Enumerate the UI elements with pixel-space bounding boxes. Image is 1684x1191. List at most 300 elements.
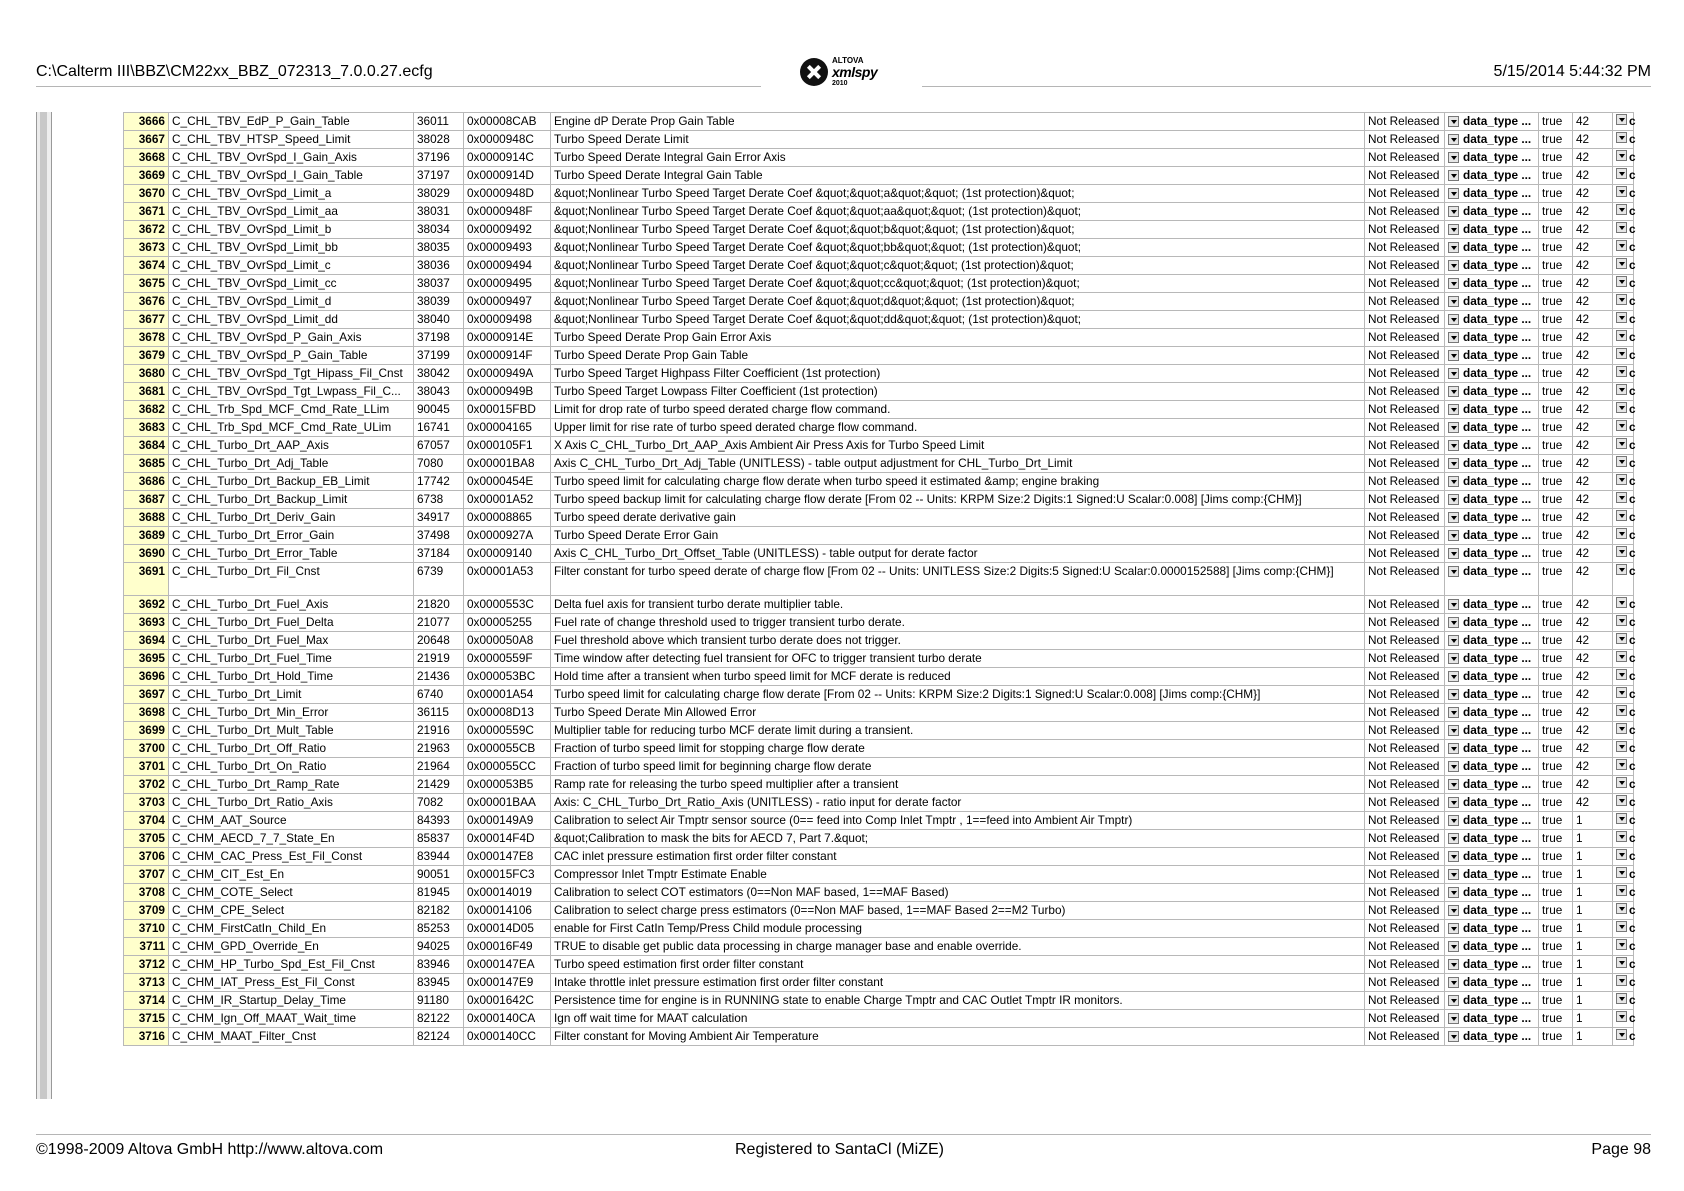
dropdown-arrow-icon[interactable] bbox=[1448, 476, 1459, 487]
param-name: C_CHL_Turbo_Drt_On_Ratio bbox=[169, 758, 414, 776]
row-index: 3692 bbox=[124, 596, 169, 614]
param-name: C_CHL_TBV_OvrSpd_Limit_a bbox=[169, 185, 414, 203]
param-id: 38043 bbox=[414, 383, 464, 401]
param-name: C_CHL_Turbo_Drt_Ratio_Axis bbox=[169, 794, 414, 812]
dropdown-arrow-icon[interactable] bbox=[1616, 528, 1627, 539]
row-end-cell[interactable] bbox=[1613, 527, 1634, 545]
dropdown-arrow-icon[interactable] bbox=[1448, 743, 1459, 754]
data-type-label: data_type ... bbox=[1463, 276, 1532, 290]
data-type-label: data_type ... bbox=[1463, 402, 1532, 416]
data-type bbox=[1445, 383, 1539, 401]
param-description: Limit for drop rate of turbo speed derated charge flow command. bbox=[551, 401, 1365, 419]
dropdown-arrow-icon[interactable] bbox=[1448, 779, 1459, 790]
data-type-label: data_type ... bbox=[1463, 867, 1532, 881]
data-type bbox=[1445, 596, 1539, 614]
dropdown-arrow-icon[interactable] bbox=[1448, 260, 1459, 271]
row-end-cell[interactable] bbox=[1613, 293, 1634, 311]
dropdown-arrow-icon[interactable] bbox=[1616, 546, 1627, 557]
dropdown-arrow-icon[interactable] bbox=[1616, 1011, 1627, 1022]
flag-value: true bbox=[1539, 794, 1573, 812]
dropdown-arrow-icon[interactable] bbox=[1448, 548, 1459, 559]
dropdown-arrow-icon[interactable] bbox=[1616, 204, 1627, 215]
dropdown-arrow-icon[interactable] bbox=[1616, 294, 1627, 305]
dropdown-arrow-icon[interactable] bbox=[1616, 258, 1627, 269]
dropdown-arrow-icon[interactable] bbox=[1616, 831, 1627, 842]
param-name: C_CHM_IAT_Press_Est_Fil_Const bbox=[169, 974, 414, 992]
dropdown-arrow-icon[interactable] bbox=[1616, 597, 1627, 608]
flag-value: true bbox=[1539, 920, 1573, 938]
dropdown-arrow-icon[interactable] bbox=[1616, 867, 1627, 878]
data-type-label: data_type ... bbox=[1463, 723, 1532, 737]
release-status: Not Released bbox=[1365, 203, 1445, 221]
data-type-label: data_type ... bbox=[1463, 777, 1532, 791]
numeric-value: 42 bbox=[1573, 401, 1613, 419]
param-address: 0x00009140 bbox=[464, 545, 551, 563]
data-type-label: data_type ... bbox=[1463, 456, 1532, 470]
row-end-cell[interactable] bbox=[1613, 113, 1634, 131]
row-end-cell[interactable] bbox=[1613, 185, 1634, 203]
param-name: C_CHL_TBV_OvrSpd_Limit_dd bbox=[169, 311, 414, 329]
dropdown-arrow-icon[interactable] bbox=[1448, 566, 1459, 577]
row-end-cell[interactable] bbox=[1613, 509, 1634, 527]
table-row bbox=[124, 419, 1634, 437]
dropdown-arrow-icon[interactable] bbox=[1616, 705, 1627, 716]
row-end-cell[interactable] bbox=[1613, 1010, 1634, 1028]
dropdown-arrow-icon[interactable] bbox=[1448, 941, 1459, 952]
flag-value: true bbox=[1539, 113, 1573, 131]
row-end-mark: c bbox=[1629, 651, 1636, 665]
dropdown-arrow-icon[interactable] bbox=[1448, 440, 1459, 451]
data-type-label: data_type ... bbox=[1463, 510, 1532, 524]
dropdown-arrow-icon[interactable] bbox=[1616, 312, 1627, 323]
data-type-label: data_type ... bbox=[1463, 1011, 1532, 1025]
dropdown-arrow-icon[interactable] bbox=[1616, 993, 1627, 1004]
dropdown-arrow-icon[interactable] bbox=[1448, 332, 1459, 343]
dropdown-arrow-icon[interactable] bbox=[1448, 386, 1459, 397]
param-id: 21963 bbox=[414, 740, 464, 758]
dropdown-arrow-icon[interactable] bbox=[1616, 222, 1627, 233]
release-status: Not Released bbox=[1365, 740, 1445, 758]
dropdown-arrow-icon[interactable] bbox=[1616, 348, 1627, 359]
data-type-label: data_type ... bbox=[1463, 438, 1532, 452]
row-end-cell[interactable] bbox=[1613, 704, 1634, 722]
param-name: C_CHM_IR_Startup_Delay_Time bbox=[169, 992, 414, 1010]
dropdown-arrow-icon[interactable] bbox=[1448, 599, 1459, 610]
param-description: enable for First CatIn Temp/Press Child module processing bbox=[551, 920, 1365, 938]
row-end-cell[interactable] bbox=[1613, 902, 1634, 920]
param-description: Turbo speed limit for calculating charge flow derate [From 02 -- Units: KRPM Size:2 Digits:1 Signed:U Scalar:0.008] [Jims comp:{CHM}] bbox=[551, 686, 1365, 704]
data-type bbox=[1445, 902, 1539, 920]
dropdown-arrow-icon[interactable] bbox=[1616, 510, 1627, 521]
row-end-cell[interactable] bbox=[1613, 149, 1634, 167]
dropdown-arrow-icon[interactable] bbox=[1616, 741, 1627, 752]
numeric-value: 42 bbox=[1573, 704, 1613, 722]
param-address: 0x0000949B bbox=[464, 383, 551, 401]
dropdown-arrow-icon[interactable] bbox=[1616, 402, 1627, 413]
param-name: C_CHM_CAC_Press_Est_Fil_Const bbox=[169, 848, 414, 866]
row-end-cell[interactable] bbox=[1613, 275, 1634, 293]
dropdown-arrow-icon[interactable] bbox=[1448, 368, 1459, 379]
param-id: 21436 bbox=[414, 668, 464, 686]
param-description: Fuel threshold above which transient turbo derate does not trigger. bbox=[551, 632, 1365, 650]
table-row bbox=[124, 383, 1634, 401]
release-status: Not Released bbox=[1365, 776, 1445, 794]
release-status: Not Released bbox=[1365, 830, 1445, 848]
row-index: 3715 bbox=[124, 1010, 169, 1028]
dropdown-arrow-icon[interactable] bbox=[1448, 617, 1459, 628]
table-row bbox=[124, 455, 1634, 473]
flag-value: true bbox=[1539, 830, 1573, 848]
param-address: 0x0000914F bbox=[464, 347, 551, 365]
dropdown-arrow-icon[interactable] bbox=[1448, 671, 1459, 682]
table-row bbox=[124, 992, 1634, 1010]
param-id: 94025 bbox=[414, 938, 464, 956]
dropdown-arrow-icon[interactable] bbox=[1616, 276, 1627, 287]
row-end-cell[interactable] bbox=[1613, 668, 1634, 686]
data-type bbox=[1445, 614, 1539, 632]
row-end-cell[interactable] bbox=[1613, 347, 1634, 365]
table-row bbox=[124, 794, 1634, 812]
dropdown-arrow-icon[interactable] bbox=[1616, 777, 1627, 788]
row-end-mark: c bbox=[1629, 687, 1636, 701]
dropdown-arrow-icon[interactable] bbox=[1616, 114, 1627, 125]
row-end-cell[interactable] bbox=[1613, 491, 1634, 509]
numeric-value: 42 bbox=[1573, 650, 1613, 668]
row-end-cell[interactable] bbox=[1613, 812, 1634, 830]
data-type bbox=[1445, 848, 1539, 866]
left-scrollbar[interactable] bbox=[36, 112, 52, 1099]
dropdown-arrow-icon[interactable] bbox=[1448, 242, 1459, 253]
dropdown-arrow-icon[interactable] bbox=[1448, 404, 1459, 415]
data-type-label: data_type ... bbox=[1463, 975, 1532, 989]
dropdown-arrow-icon[interactable] bbox=[1448, 725, 1459, 736]
table-row bbox=[124, 167, 1634, 185]
row-end-mark: c bbox=[1629, 294, 1636, 308]
dropdown-arrow-icon[interactable] bbox=[1616, 813, 1627, 824]
numeric-value: 1 bbox=[1573, 1010, 1613, 1028]
release-status: Not Released bbox=[1365, 794, 1445, 812]
dropdown-arrow-icon[interactable] bbox=[1448, 797, 1459, 808]
param-id: 7080 bbox=[414, 455, 464, 473]
logo-product: xmlspy bbox=[832, 64, 878, 80]
param-address: 0x00009498 bbox=[464, 311, 551, 329]
dropdown-arrow-icon[interactable] bbox=[1448, 815, 1459, 826]
dropdown-arrow-icon[interactable] bbox=[1448, 422, 1459, 433]
numeric-value: 42 bbox=[1573, 632, 1613, 650]
dropdown-arrow-icon[interactable] bbox=[1448, 458, 1459, 469]
dropdown-arrow-icon[interactable] bbox=[1616, 921, 1627, 932]
data-type bbox=[1445, 311, 1539, 329]
dropdown-arrow-icon[interactable] bbox=[1448, 1031, 1459, 1042]
numeric-value: 42 bbox=[1573, 776, 1613, 794]
row-index: 3701 bbox=[124, 758, 169, 776]
dropdown-arrow-icon[interactable] bbox=[1616, 564, 1627, 575]
dropdown-arrow-icon[interactable] bbox=[1448, 224, 1459, 235]
flag-value: true bbox=[1539, 938, 1573, 956]
param-name: C_CHL_Turbo_Drt_AAP_Axis bbox=[169, 437, 414, 455]
dropdown-arrow-icon[interactable] bbox=[1448, 170, 1459, 181]
row-index: 3666 bbox=[124, 113, 169, 131]
row-end-cell[interactable] bbox=[1613, 614, 1634, 632]
dropdown-arrow-icon[interactable] bbox=[1616, 615, 1627, 626]
dropdown-arrow-icon[interactable] bbox=[1616, 669, 1627, 680]
row-end-cell[interactable] bbox=[1613, 563, 1634, 596]
row-end-cell[interactable] bbox=[1613, 455, 1634, 473]
data-type-label: data_type ... bbox=[1463, 849, 1532, 863]
dropdown-arrow-icon[interactable] bbox=[1616, 975, 1627, 986]
numeric-value: 1 bbox=[1573, 848, 1613, 866]
flag-value: true bbox=[1539, 275, 1573, 293]
row-end-cell[interactable] bbox=[1613, 203, 1634, 221]
release-status: Not Released bbox=[1365, 275, 1445, 293]
flag-value: true bbox=[1539, 167, 1573, 185]
dropdown-arrow-icon[interactable] bbox=[1448, 707, 1459, 718]
data-type bbox=[1445, 884, 1539, 902]
row-end-mark: c bbox=[1629, 366, 1636, 380]
dropdown-arrow-icon[interactable] bbox=[1616, 903, 1627, 914]
param-id: 67057 bbox=[414, 437, 464, 455]
dropdown-arrow-icon[interactable] bbox=[1616, 687, 1627, 698]
row-end-cell[interactable] bbox=[1613, 131, 1634, 149]
row-end-cell[interactable] bbox=[1613, 329, 1634, 347]
param-name: C_CHL_Turbo_Drt_Fuel_Delta bbox=[169, 614, 414, 632]
dropdown-arrow-icon[interactable] bbox=[1616, 438, 1627, 449]
data-type-label: data_type ... bbox=[1463, 759, 1532, 773]
table-row bbox=[124, 830, 1634, 848]
dropdown-arrow-icon[interactable] bbox=[1448, 995, 1459, 1006]
dropdown-arrow-icon[interactable] bbox=[1448, 905, 1459, 916]
numeric-value: 42 bbox=[1573, 185, 1613, 203]
dropdown-arrow-icon[interactable] bbox=[1448, 116, 1459, 127]
row-end-cell[interactable] bbox=[1613, 992, 1634, 1010]
dropdown-arrow-icon[interactable] bbox=[1616, 633, 1627, 644]
dropdown-arrow-icon[interactable] bbox=[1448, 959, 1459, 970]
dropdown-arrow-icon[interactable] bbox=[1448, 887, 1459, 898]
data-type bbox=[1445, 563, 1539, 596]
param-name: C_CHL_Turbo_Drt_Error_Gain bbox=[169, 527, 414, 545]
data-type bbox=[1445, 866, 1539, 884]
row-end-cell[interactable] bbox=[1613, 632, 1634, 650]
data-type bbox=[1445, 149, 1539, 167]
param-address: 0x0000914C bbox=[464, 149, 551, 167]
dropdown-arrow-icon[interactable] bbox=[1448, 296, 1459, 307]
row-end-cell[interactable] bbox=[1613, 686, 1634, 704]
dropdown-arrow-icon[interactable] bbox=[1616, 150, 1627, 161]
dropdown-arrow-icon[interactable] bbox=[1616, 474, 1627, 485]
param-name: C_CHM_FirstCatIn_Child_En bbox=[169, 920, 414, 938]
dropdown-arrow-icon[interactable] bbox=[1448, 833, 1459, 844]
dropdown-arrow-icon[interactable] bbox=[1448, 188, 1459, 199]
row-end-cell[interactable] bbox=[1613, 419, 1634, 437]
flag-value: true bbox=[1539, 758, 1573, 776]
dropdown-arrow-icon[interactable] bbox=[1616, 186, 1627, 197]
dropdown-arrow-icon[interactable] bbox=[1616, 330, 1627, 341]
flag-value: true bbox=[1539, 203, 1573, 221]
row-end-cell[interactable] bbox=[1613, 776, 1634, 794]
row-end-cell[interactable] bbox=[1613, 974, 1634, 992]
row-end-mark: c bbox=[1629, 669, 1636, 683]
dropdown-arrow-icon[interactable] bbox=[1448, 494, 1459, 505]
row-end-cell[interactable] bbox=[1613, 257, 1634, 275]
flag-value: true bbox=[1539, 545, 1573, 563]
param-name: C_CHL_TBV_OvrSpd_Tgt_Hipass_Fil_Cnst bbox=[169, 365, 414, 383]
table-row bbox=[124, 545, 1634, 563]
numeric-value: 1 bbox=[1573, 884, 1613, 902]
row-index: 3699 bbox=[124, 722, 169, 740]
row-end-cell[interactable] bbox=[1613, 311, 1634, 329]
dropdown-arrow-icon[interactable] bbox=[1448, 278, 1459, 289]
numeric-value: 1 bbox=[1573, 974, 1613, 992]
dropdown-arrow-icon[interactable] bbox=[1448, 530, 1459, 541]
param-description: &quot;Nonlinear Turbo Speed Target Derate Coef &quot;&quot;a&quot;&quot; (1st protection)&quot; bbox=[551, 185, 1365, 203]
dropdown-arrow-icon[interactable] bbox=[1448, 761, 1459, 772]
row-end-cell[interactable] bbox=[1613, 938, 1634, 956]
row-end-cell[interactable] bbox=[1613, 437, 1634, 455]
dropdown-arrow-icon[interactable] bbox=[1448, 134, 1459, 145]
row-end-cell[interactable] bbox=[1613, 920, 1634, 938]
numeric-value: 1 bbox=[1573, 830, 1613, 848]
dropdown-arrow-icon[interactable] bbox=[1448, 851, 1459, 862]
row-end-cell[interactable] bbox=[1613, 545, 1634, 563]
dropdown-arrow-icon[interactable] bbox=[1448, 923, 1459, 934]
row-end-cell[interactable] bbox=[1613, 866, 1634, 884]
dropdown-arrow-icon[interactable] bbox=[1616, 759, 1627, 770]
dropdown-arrow-icon[interactable] bbox=[1616, 168, 1627, 179]
data-type bbox=[1445, 740, 1539, 758]
row-end-cell[interactable] bbox=[1613, 830, 1634, 848]
row-end-cell[interactable] bbox=[1613, 365, 1634, 383]
release-status: Not Released bbox=[1365, 473, 1445, 491]
flag-value: true bbox=[1539, 437, 1573, 455]
numeric-value: 42 bbox=[1573, 668, 1613, 686]
param-name: C_CHL_Trb_Spd_MCF_Cmd_Rate_ULim bbox=[169, 419, 414, 437]
data-type bbox=[1445, 275, 1539, 293]
param-description: Turbo Speed Derate Integral Gain Table bbox=[551, 167, 1365, 185]
dropdown-arrow-icon[interactable] bbox=[1616, 1029, 1627, 1040]
table-row bbox=[124, 920, 1634, 938]
param-description: Compressor Inlet Tmptr Estimate Enable bbox=[551, 866, 1365, 884]
dropdown-arrow-icon[interactable] bbox=[1616, 957, 1627, 968]
row-end-cell[interactable] bbox=[1613, 794, 1634, 812]
dropdown-arrow-icon[interactable] bbox=[1616, 456, 1627, 467]
data-type bbox=[1445, 365, 1539, 383]
dropdown-arrow-icon[interactable] bbox=[1616, 795, 1627, 806]
flag-value: true bbox=[1539, 866, 1573, 884]
row-end-cell[interactable] bbox=[1613, 650, 1634, 668]
dropdown-arrow-icon[interactable] bbox=[1448, 314, 1459, 325]
row-end-cell[interactable] bbox=[1613, 1028, 1634, 1046]
row-index: 3689 bbox=[124, 527, 169, 545]
release-status: Not Released bbox=[1365, 920, 1445, 938]
dropdown-arrow-icon[interactable] bbox=[1616, 939, 1627, 950]
dropdown-arrow-icon[interactable] bbox=[1616, 240, 1627, 251]
dropdown-arrow-icon[interactable] bbox=[1448, 1013, 1459, 1024]
param-address: 0x0001642C bbox=[464, 992, 551, 1010]
flag-value: true bbox=[1539, 239, 1573, 257]
dropdown-arrow-icon[interactable] bbox=[1448, 152, 1459, 163]
row-end-cell[interactable] bbox=[1613, 221, 1634, 239]
param-description: &quot;Calibration to mask the bits for AECD 7, Part 7.&quot; bbox=[551, 830, 1365, 848]
data-type-label: data_type ... bbox=[1463, 705, 1532, 719]
release-status: Not Released bbox=[1365, 902, 1445, 920]
release-status: Not Released bbox=[1365, 419, 1445, 437]
dropdown-arrow-icon[interactable] bbox=[1448, 635, 1459, 646]
flag-value: true bbox=[1539, 473, 1573, 491]
row-end-cell[interactable] bbox=[1613, 239, 1634, 257]
xmlspy-logo bbox=[800, 56, 888, 90]
row-end-cell[interactable] bbox=[1613, 401, 1634, 419]
row-end-cell[interactable] bbox=[1613, 758, 1634, 776]
row-end-cell[interactable] bbox=[1613, 596, 1634, 614]
row-end-cell[interactable] bbox=[1613, 740, 1634, 758]
row-end-cell[interactable] bbox=[1613, 167, 1634, 185]
dropdown-arrow-icon[interactable] bbox=[1616, 384, 1627, 395]
row-end-cell[interactable] bbox=[1613, 884, 1634, 902]
param-name: C_CHL_Turbo_Drt_Limit bbox=[169, 686, 414, 704]
flag-value: true bbox=[1539, 401, 1573, 419]
row-end-mark: c bbox=[1629, 633, 1636, 647]
param-description: Fuel rate of change threshold used to trigger transient turbo derate. bbox=[551, 614, 1365, 632]
dropdown-arrow-icon[interactable] bbox=[1616, 651, 1627, 662]
dropdown-arrow-icon[interactable] bbox=[1616, 132, 1627, 143]
numeric-value: 1 bbox=[1573, 938, 1613, 956]
flag-value: true bbox=[1539, 131, 1573, 149]
row-index: 3679 bbox=[124, 347, 169, 365]
dropdown-arrow-icon[interactable] bbox=[1616, 885, 1627, 896]
dropdown-arrow-icon[interactable] bbox=[1616, 366, 1627, 377]
release-status: Not Released bbox=[1365, 884, 1445, 902]
dropdown-arrow-icon[interactable] bbox=[1616, 723, 1627, 734]
data-type-label: data_type ... bbox=[1463, 420, 1532, 434]
release-status: Not Released bbox=[1365, 650, 1445, 668]
row-end-cell[interactable] bbox=[1613, 956, 1634, 974]
flag-value: true bbox=[1539, 329, 1573, 347]
flag-value: true bbox=[1539, 614, 1573, 632]
row-index: 3709 bbox=[124, 902, 169, 920]
numeric-value: 42 bbox=[1573, 545, 1613, 563]
dropdown-arrow-icon[interactable] bbox=[1448, 977, 1459, 988]
param-description: Axis C_CHL_Turbo_Drt_Adj_Table (UNITLESS) - table output adjustment for CHL_Turbo_Drt_Limit bbox=[551, 455, 1365, 473]
release-status: Not Released bbox=[1365, 812, 1445, 830]
dropdown-arrow-icon[interactable] bbox=[1616, 849, 1627, 860]
row-end-cell[interactable] bbox=[1613, 848, 1634, 866]
data-type bbox=[1445, 491, 1539, 509]
numeric-value: 1 bbox=[1573, 1028, 1613, 1046]
param-description: &quot;Nonlinear Turbo Speed Target Derate Coef &quot;&quot;c&quot;&quot; (1st protection)&quot; bbox=[551, 257, 1365, 275]
table-row bbox=[124, 203, 1634, 221]
row-end-cell[interactable] bbox=[1613, 473, 1634, 491]
row-end-cell[interactable] bbox=[1613, 722, 1634, 740]
dropdown-arrow-icon[interactable] bbox=[1448, 689, 1459, 700]
dropdown-arrow-icon[interactable] bbox=[1448, 512, 1459, 523]
row-end-cell[interactable] bbox=[1613, 383, 1634, 401]
param-name: C_CHL_Turbo_Drt_Fuel_Time bbox=[169, 650, 414, 668]
dropdown-arrow-icon[interactable] bbox=[1616, 420, 1627, 431]
dropdown-arrow-icon[interactable] bbox=[1448, 653, 1459, 664]
param-description: Calibration to select Air Tmptr sensor source (0== feed into Comp Inlet Tmptr , 1==feed into Ambient Air Tmptr) bbox=[551, 812, 1365, 830]
param-address: 0x00009497 bbox=[464, 293, 551, 311]
param-address: 0x0000914E bbox=[464, 329, 551, 347]
table-row bbox=[124, 740, 1634, 758]
param-address: 0x000050A8 bbox=[464, 632, 551, 650]
dropdown-arrow-icon[interactable] bbox=[1448, 206, 1459, 217]
data-type bbox=[1445, 437, 1539, 455]
dropdown-arrow-icon[interactable] bbox=[1616, 492, 1627, 503]
dropdown-arrow-icon[interactable] bbox=[1448, 869, 1459, 880]
param-name: C_CHL_Turbo_Drt_Min_Error bbox=[169, 704, 414, 722]
table-row bbox=[124, 974, 1634, 992]
dropdown-arrow-icon[interactable] bbox=[1448, 350, 1459, 361]
